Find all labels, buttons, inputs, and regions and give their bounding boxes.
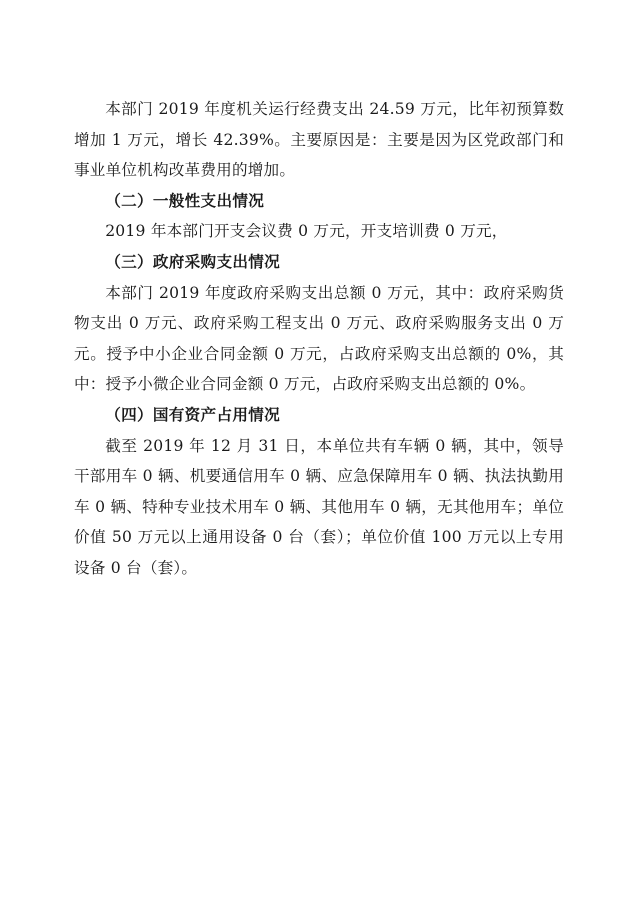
paragraph-state-assets: 截至 2019 年 12 月 31 日，本单位共有车辆 0 辆，其中，领导干部用车 0 辆、机要通信用车 0 辆、应急保障用车 0 辆、执法执勤用车 0 辆、特种专业技术用车 0 辆、其他用车 0 辆，无其他用车；单位价值 50 万元以上通用设备 0 台（套）；单位价值 100 万元以上专用设备 0 台（套）。	[74, 436, 564, 577]
section-heading-government-procurement: （三）政府采购支出情况	[105, 252, 281, 271]
paragraph-government-procurement: 本部门 2019 年度政府采购支出总额 0 万元，其中：政府采购货物支出 0 万元、政府采购工程支出 0 万元、政府采购服务支出 0 万元。授予中小企业合同金额 0 万元，占政府采购支出总额的 0%，其中：授予小微企业合同金额 0 万元，占政府采购支出总额的 0%。	[74, 283, 564, 394]
section-heading-general-expenditure: （二）一般性支出情况	[105, 191, 265, 210]
paragraph-operating-expenses: 本部门 2019 年度机关运行经费支出 24.59 万元，比年初预算数增加 1 万元，增长 42.39%。主要原因是：主要是因为区党政部门和事业单位机构改革费用的增加。	[74, 100, 564, 180]
document-body	[74, 94, 564, 584]
section-heading-state-assets: （四）国有资产占用情况	[105, 405, 281, 424]
paragraph-general-expenditure: 2019 年本部门开支会议费 0 万元，开支培训费 0 万元，	[105, 222, 508, 241]
